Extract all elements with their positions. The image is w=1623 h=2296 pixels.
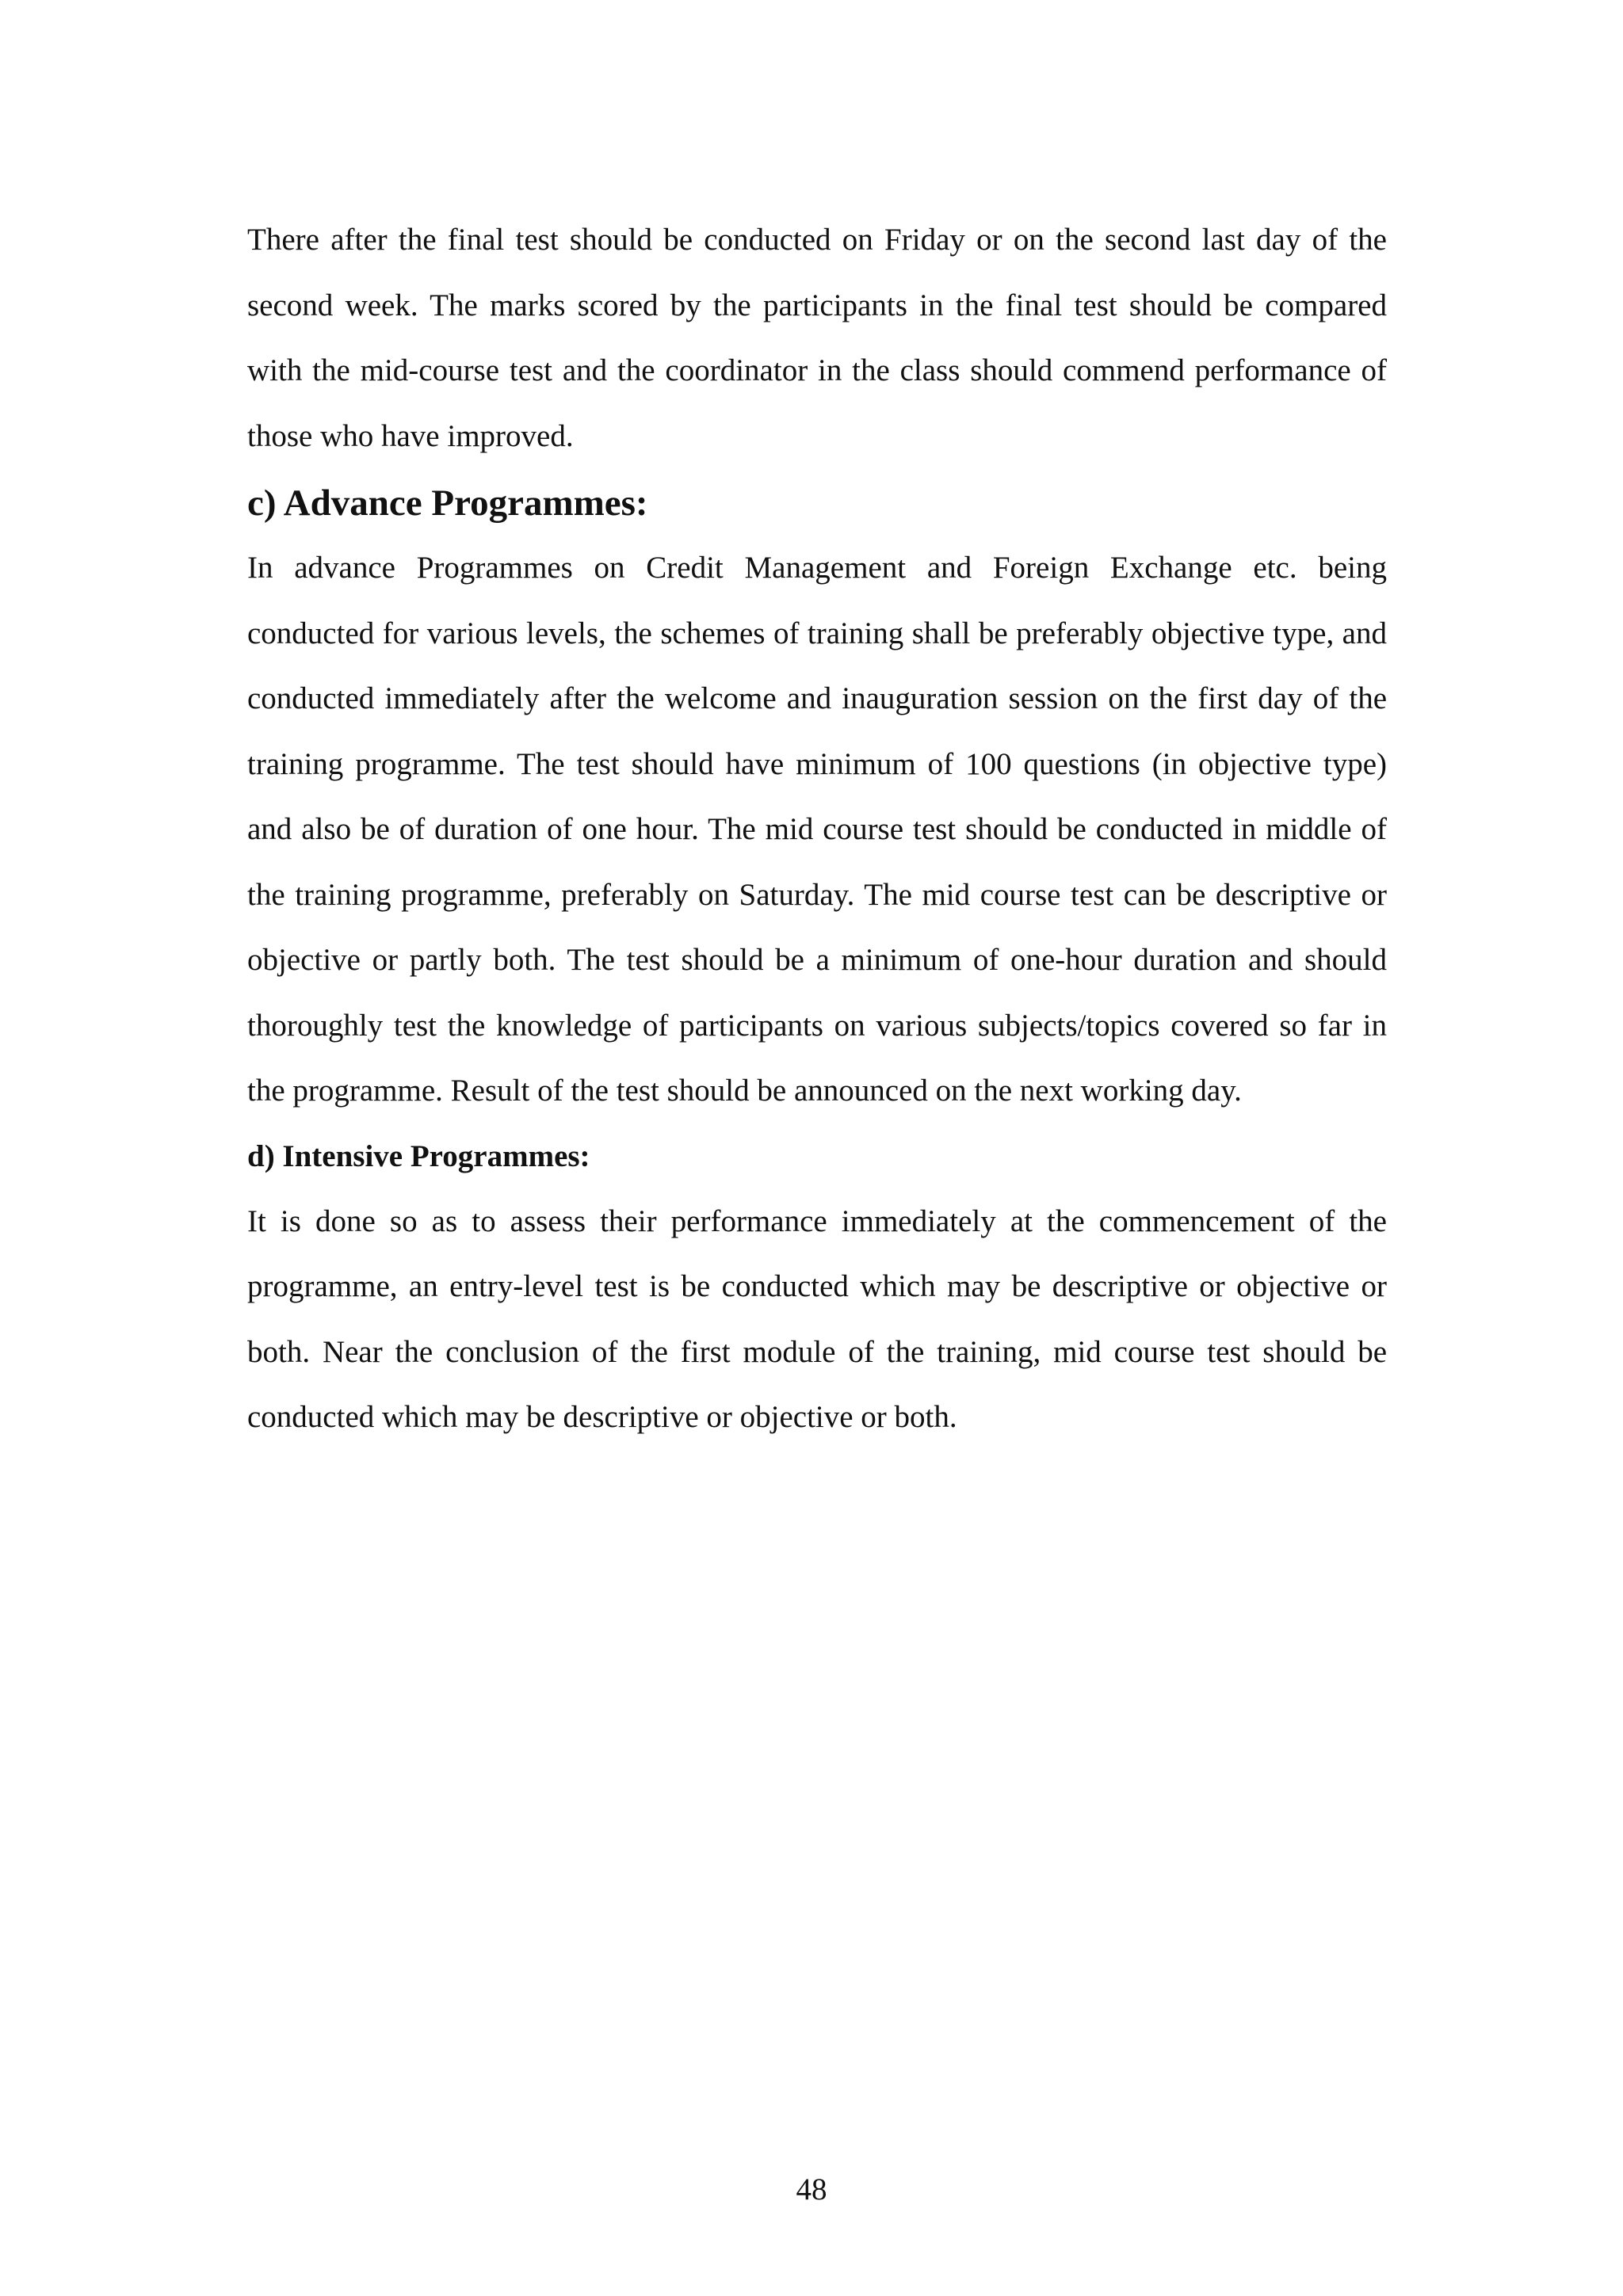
paragraph-final-test: There after the final test should be conducted on Friday or on the second last day of the second week. The marks scored by the participants in the final test should be compared with the mid-course test and the coordinator in the class should commend performance of those who have improved. xyxy=(247,223,1387,453)
page-number: 48 xyxy=(796,2172,827,2206)
heading-advance-programmes: c) Advance Programmes: xyxy=(247,482,648,524)
paragraph-advance-programmes: In advance Programmes on Credit Management and Foreign Exchange etc. being conducted for various levels, the schemes of training shall be preferably objective type, and conducted immediately after the welcome and inauguration session on the first day of the training programme. The test should have minimum of 100 questions (in objective type) and also be of duration of one hour. The mid course test should be conducted in middle of the training programme, preferably on Saturday. The mid course test can be descriptive or objective or partly both. The test should be a minimum of one-hour duration and should thoroughly test the knowledge of participants on various subjects/topics covered so far in the programme. Result of the test should be announced on the next working day. xyxy=(247,551,1387,1108)
paragraph-intensive-programmes: It is done so as to assess their performance immediately at the commencement of the programme, an entry-level test is be conducted which may be descriptive or objective or both. Near the conclusion of the first module of the training, mid course test should be conducted which may be descriptive or objective or both. xyxy=(247,1203,1387,1434)
heading-intensive-programmes: d) Intensive Programmes: xyxy=(247,1138,590,1173)
page-content xyxy=(247,208,1387,1451)
